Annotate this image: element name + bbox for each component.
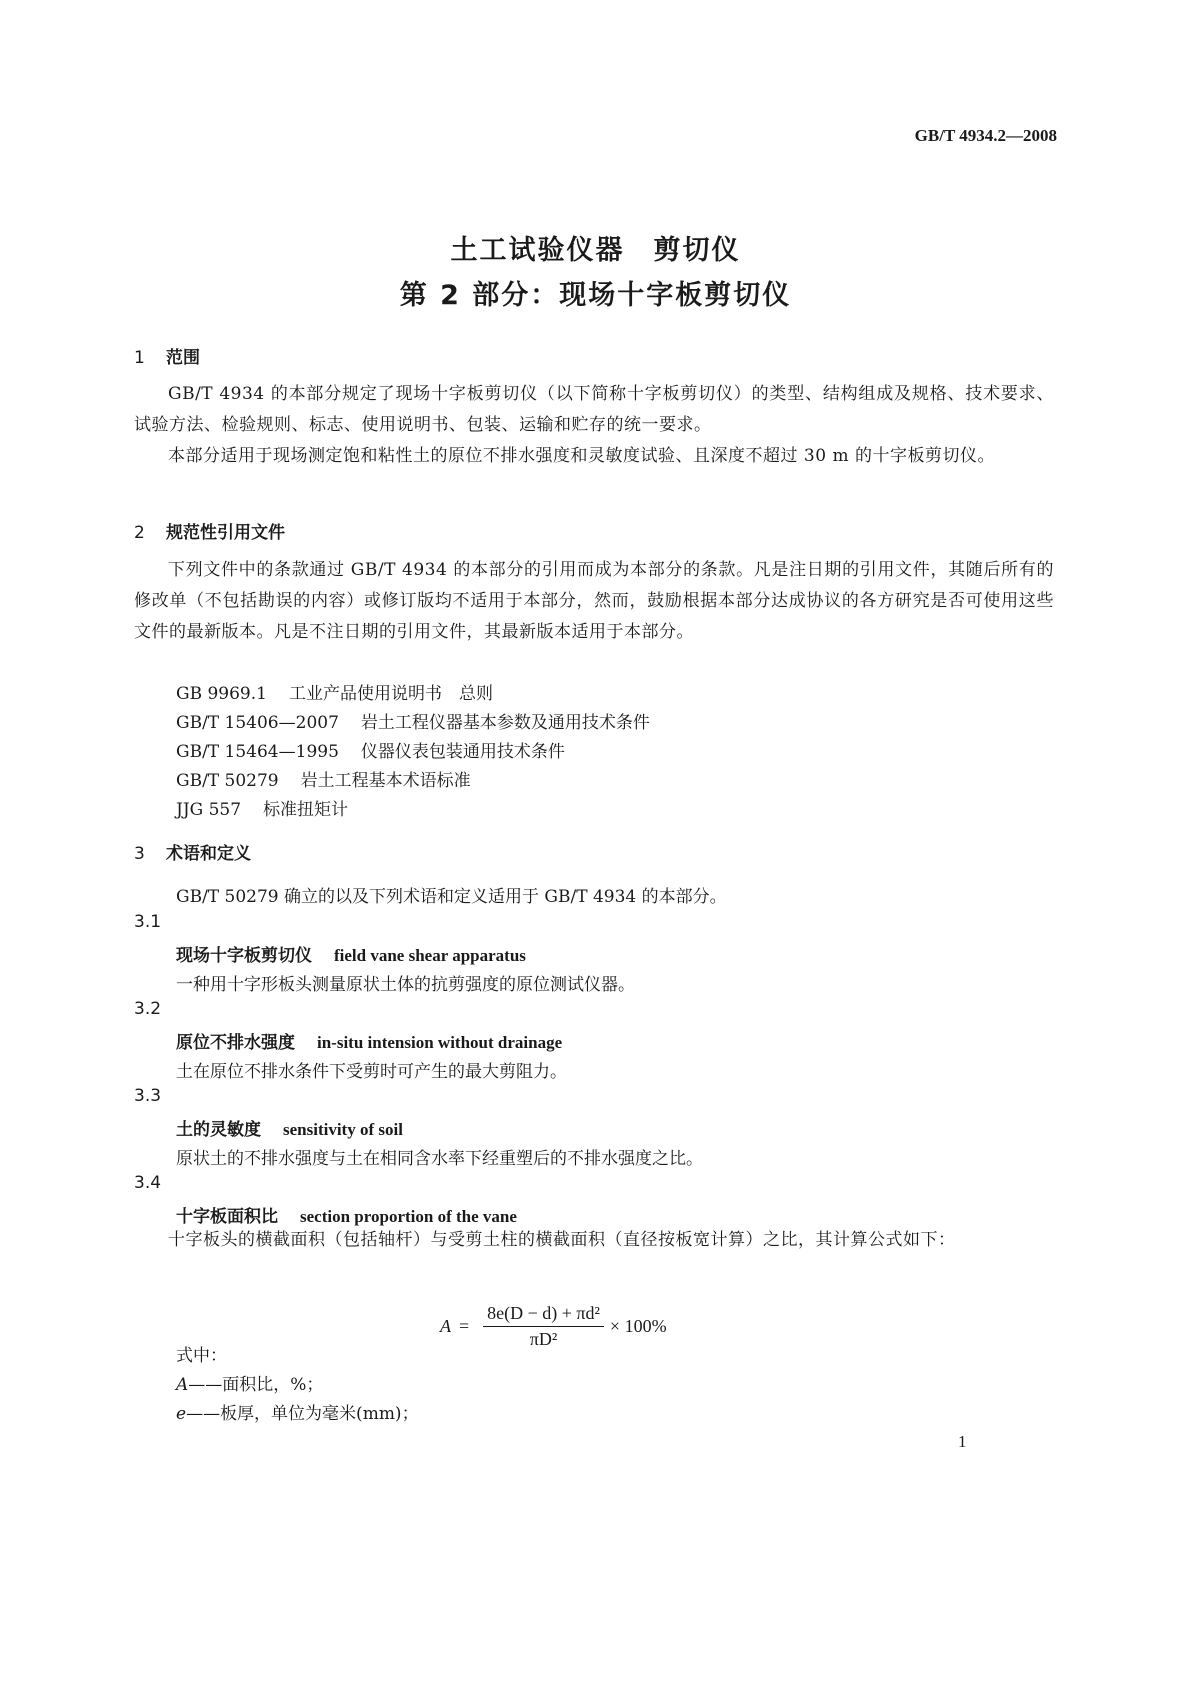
reference-title: 岩土工程仪器基本参数及通用技术条件	[360, 713, 650, 733]
section-2-paragraph-1: 下列文件中的条款通过 GB/T 4934 的本部分的引用而成为本部分的条款。凡是注日期的引用文件，其随后所有的修改单（不包括勘误的内容）或修订版均不适用于本部分，然而，鼓励根据本部分达成协议的各方研究是否可使用这些文件的最新版本。凡是不注日期的引用文件，其最新版本适用于本部分。	[134, 560, 1054, 642]
term-heading	[176, 1028, 562, 1053]
term-english: section proportion of the vane	[300, 1207, 517, 1226]
section-title: 规范性引用文件	[166, 523, 285, 543]
reference-code: GB/T 15464—1995	[176, 742, 339, 762]
where-description: ——面积比，%；	[188, 1375, 324, 1395]
section-2-heading	[134, 518, 285, 543]
formula-numerator: 8e(D − d) + πd²	[483, 1303, 604, 1327]
term-definition: 一种用十字形板头测量原状土体的抗剪强度的原位测试仪器。	[176, 975, 635, 995]
reference-title: 岩土工程基本术语标准	[300, 771, 471, 791]
where-item	[176, 1370, 323, 1395]
term-definition: 原状土的不排水强度与土在相同含水率下经重塑后的不排水强度之比。	[176, 1149, 703, 1169]
where-symbol: A	[176, 1375, 189, 1395]
reference-code: GB/T 50279	[176, 771, 279, 791]
formula-fraction	[483, 1303, 604, 1350]
section-1-heading	[134, 343, 200, 368]
formula-lhs: A	[440, 1315, 451, 1336]
term-heading	[176, 941, 526, 966]
reference-item	[176, 679, 493, 704]
standard-number: GB/T 4934.2—2008	[914, 126, 1057, 145]
formula-denominator: πD²	[529, 1328, 558, 1349]
section-3-intro: GB/T 50279 确立的以及下列术语和定义适用于 GB/T 4934 的本部分。	[176, 887, 727, 907]
page-number: 1	[958, 1432, 967, 1451]
term-english: sensitivity of soil	[283, 1120, 403, 1139]
term-chinese: 原位不排水强度	[176, 1033, 295, 1053]
section-1-paragraph-2: 本部分适用于现场测定饱和粘性土的原位不排水强度和灵敏度试验、且深度不超过 30 m 的十字板剪切仪。	[168, 446, 995, 466]
term-number: 3.4	[134, 1173, 162, 1193]
term-heading	[176, 1202, 517, 1227]
term-chinese: 十字板面积比	[176, 1207, 278, 1227]
where-label: 式中：	[176, 1346, 227, 1366]
term-definition: 十字板头的横截面积（包括轴杆）与受剪土柱的横截面积（直径按板宽计算）之比，其计算公式如下：	[168, 1230, 956, 1250]
term-heading	[176, 1115, 403, 1140]
where-symbol: e	[176, 1404, 187, 1424]
formula-equals: =	[459, 1315, 470, 1336]
term-chinese: 现场十字板剪切仪	[176, 946, 312, 966]
reference-code: GB 9969.1	[176, 684, 267, 704]
title-line-2: 第 2 部分：现场十字板剪切仪	[399, 280, 792, 311]
term-chinese: 土的灵敏度	[176, 1120, 261, 1140]
term-number: 3.2	[134, 999, 162, 1019]
reference-title: 仪器仪表包装通用技术条件	[360, 742, 565, 762]
term-english: field vane shear apparatus	[334, 946, 526, 965]
section-title: 术语和定义	[166, 844, 251, 864]
section-1-paragraph-1: GB/T 4934 的本部分规定了现场十字板剪切仪（以下简称十字板剪切仪）的类型、结构组成及规格、技术要求、试验方法、检验规则、标志、使用说明书、包装、运输和贮存的统一要求。	[134, 384, 1054, 435]
section-3-heading	[134, 839, 251, 864]
formula-tail: × 100%	[609, 1315, 667, 1336]
reference-title: 工业产品使用说明书 总则	[288, 684, 493, 704]
title-line-1: 土工试验仪器 剪切仪	[450, 235, 741, 266]
section-number: 3	[134, 844, 145, 864]
section-title: 范围	[166, 348, 200, 368]
area-ratio-formula	[440, 1300, 667, 1352]
reference-item	[176, 708, 650, 733]
reference-code: GB/T 15406—2007	[176, 713, 339, 733]
reference-item	[176, 737, 565, 762]
section-number: 2	[134, 523, 145, 543]
reference-title: 标准扭矩计	[263, 800, 349, 820]
term-number: 3.1	[134, 912, 162, 932]
term-definition: 土在原位不排水条件下受剪时可产生的最大剪阻力。	[176, 1062, 567, 1082]
reference-item	[176, 795, 348, 820]
where-description: ——板厚，单位为毫米(mm)；	[186, 1404, 419, 1424]
where-item	[176, 1399, 419, 1424]
section-number: 1	[134, 348, 145, 368]
reference-item	[176, 766, 471, 791]
reference-code: JJG 557	[176, 800, 242, 820]
term-number: 3.3	[134, 1086, 162, 1106]
term-english: in-situ intension without drainage	[317, 1033, 563, 1052]
